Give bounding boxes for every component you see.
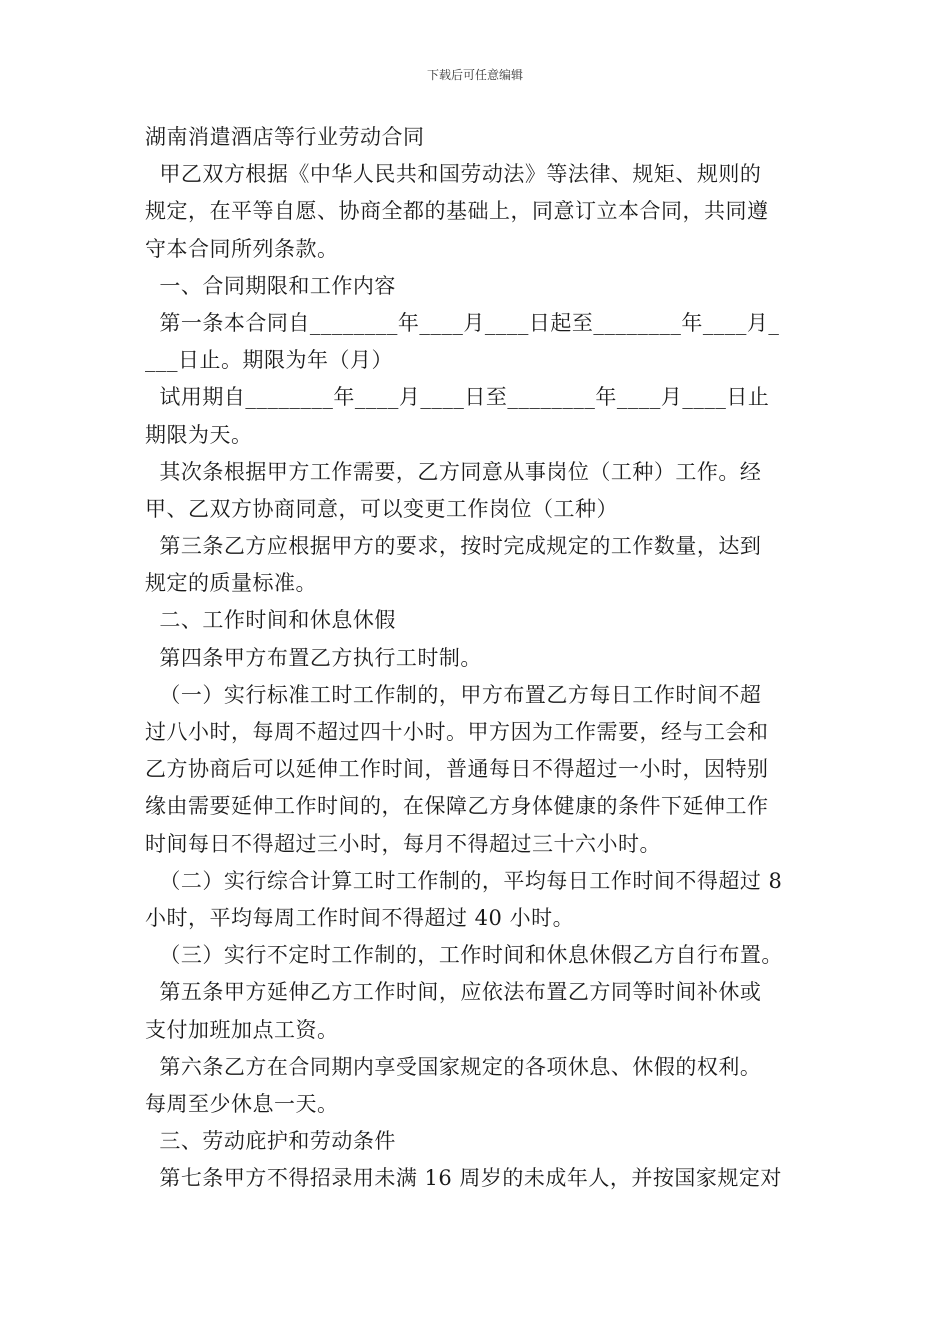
text-line: 三、劳动庇护和劳动条件 [145, 1129, 396, 1154]
text-line: 一、合同期限和工作内容 [145, 273, 396, 298]
text-line: 时间每日不得超过三小时，每月不得超过三十六小时。 [145, 831, 661, 856]
text-line: 乙方协商后可以延伸工作时间，普通每日不得超过一小时，因特别 [145, 757, 769, 782]
text-line: 每周至少休息一天。 [145, 1091, 339, 1116]
text-line: 缘由需要延伸工作时间的，在保障乙方身体健康的条件下延伸工作 [145, 794, 769, 819]
text-line: 第一条本合同自________年____月____日起至________年____月_ [145, 310, 780, 335]
text-line: 第七条甲方不得招录用未满 16 周岁的未成年人，并按国家规定对 [145, 1166, 782, 1191]
page-header: 下载后可任意编辑 [426, 68, 523, 82]
document-title: 湖南消遣酒店等行业劳动合同 [145, 125, 425, 149]
text-line: 支付加班加点工资。 [145, 1017, 339, 1042]
text-line: 第四条甲方布置乙方执行工时制。 [145, 645, 482, 670]
text-line: 甲、乙双方协商同意，可以变更工作岗位（工种） [145, 496, 618, 521]
text-line: 第六条乙方在合同期内享受国家规定的各项休息、休假的权利。 [145, 1054, 762, 1079]
text-line: 试用期自________年____月____日至________年____月____日止 [145, 385, 770, 410]
text-line: 第三条乙方应根据甲方的要求，按时完成规定的工作数量，达到 [145, 534, 762, 559]
text-line: 过八小时，每周不超过四十小时。甲方因为工作需要，经与工会和 [145, 720, 769, 744]
text-line: 第五条甲方延伸乙方工作时间，应依法布置乙方同等时间补休或 [145, 980, 762, 1005]
contract-body [145, 119, 810, 1197]
text-line: 甲乙双方根据《中华人民共和国劳动法》等法律、规矩、规则的 [145, 162, 762, 187]
text-line: 规定，在平等自愿、协商全都的基础上，同意订立本合同，共同遵 [145, 199, 769, 224]
text-line: 小时，平均每周工作时间不得超过 40 小时。 [145, 905, 575, 930]
text-line: 规定的质量标准。 [145, 571, 317, 596]
text-line: 其次条根据甲方工作需要，乙方同意从事岗位（工种）工作。经 [145, 459, 762, 484]
text-line: （二）实行综合计算工时工作制的，平均每日工作时间不得超过 8 [145, 868, 783, 893]
text-line: （三）实行不定时工作制的，工作时间和休息休假乙方自行布置。 [145, 943, 783, 968]
text-line: 二、工作时间和休息休假 [145, 608, 396, 633]
text-line: 期限为天。 [145, 422, 253, 447]
text-line: 守本合同所列条款。 [145, 236, 339, 261]
text-line: （一）实行标准工时工作制的，甲方布置乙方每日工作时间不超 [145, 682, 762, 707]
text-line: ___日止。期限为年（月） [145, 348, 393, 373]
